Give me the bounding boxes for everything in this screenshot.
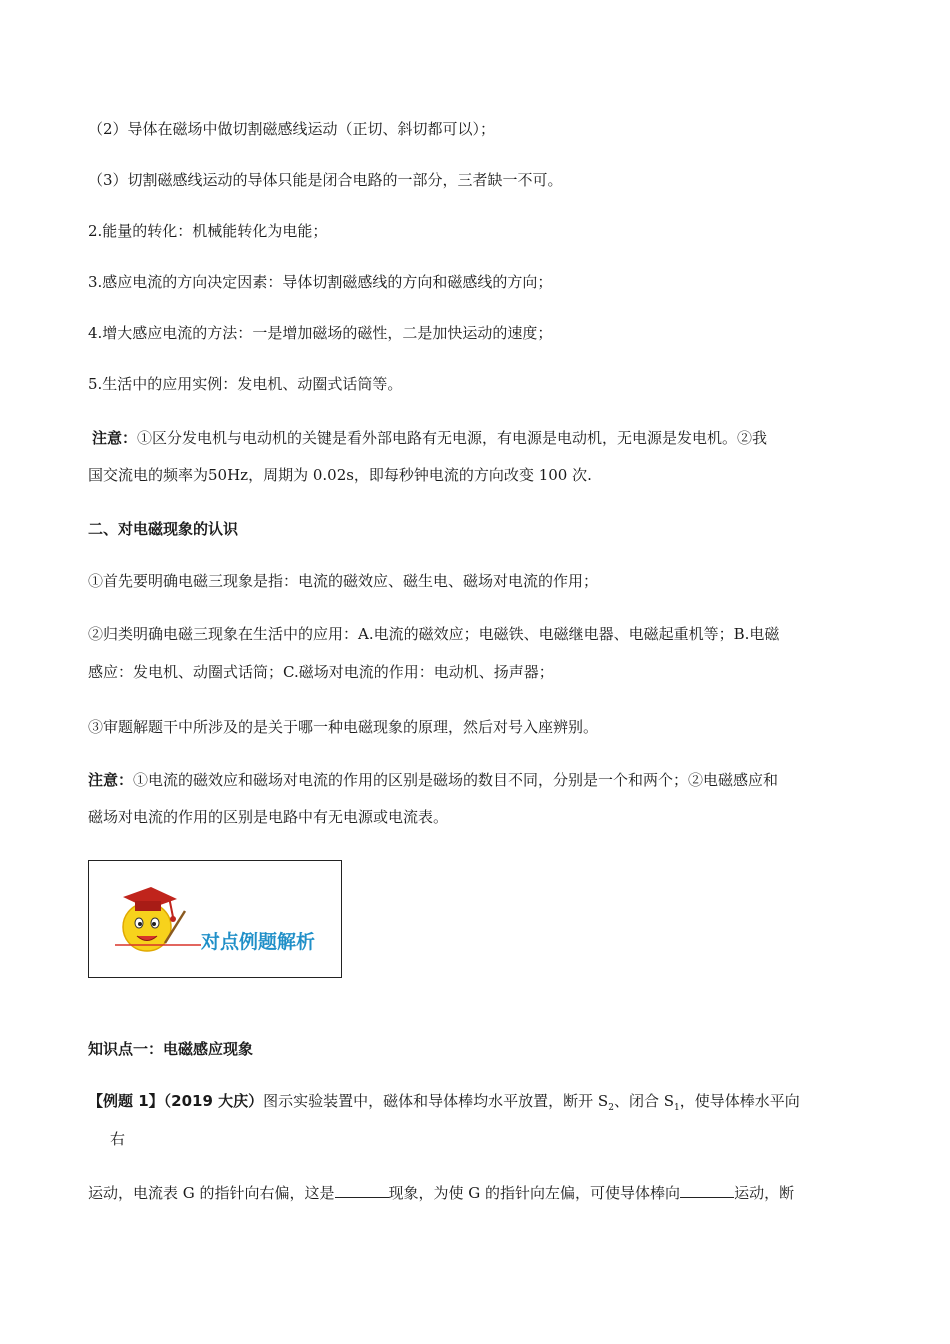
example-1-wrap: 右 xyxy=(110,1130,126,1148)
subscript: 1 xyxy=(673,1103,680,1113)
example-1-line-1 xyxy=(88,1090,800,1119)
condition-2: （2）导体在磁场中做切割磁感线运动（正切、斜切都可以）； xyxy=(88,120,496,138)
note-text: ①区分发电机与电动机的关键是看外部电路有无电源，有电源是电动机，无电源是发电机。②我 xyxy=(137,429,768,447)
banner-title: 对点例题解析 xyxy=(201,931,316,953)
example-banner xyxy=(88,860,342,978)
example-text: 运动，电流表 G 的指针向右偏，这是 xyxy=(88,1184,335,1202)
section-point-1: ①首先要明确电磁三现象是指：电流的磁效应、磁生电、磁场对电流的作用； xyxy=(88,572,599,590)
current-direction-factors: 3.感应电流的方向决定因素：导体切割磁感线的方向和磁感线的方向； xyxy=(88,273,553,291)
condition-3: （3）切割磁感线运动的导体只能是闭合电路的一部分，三者缺一不可。 xyxy=(88,171,563,189)
section-point-2-line-1: ②归类明确电磁三现象在生活中的应用：A.电流的磁效应；电磁铁、电磁继电器、电磁起重机等；B.电磁 xyxy=(88,625,780,643)
answer-blank[interactable] xyxy=(335,1182,389,1198)
example-tag: 【例题 1】 xyxy=(88,1092,164,1110)
example-1-line-2 xyxy=(88,1182,794,1204)
application-examples: 5.生活中的应用实例：发电机、动圈式话筒等。 xyxy=(88,375,403,393)
energy-conversion: 2.能量的转化：机械能转化为电能； xyxy=(88,222,328,240)
knowledge-point-heading: 知识点一：电磁感应现象 xyxy=(88,1040,254,1058)
subscript: 2 xyxy=(608,1103,614,1113)
example-text: 图示实验装置中，磁体和导体棒均水平放置，断开 S xyxy=(263,1092,609,1110)
note-2-line-2: 磁场对电流的作用的区别是电路中有无电源或电流表。 xyxy=(88,808,449,826)
note-1-line-2: 国交流电的频率为50Hz，周期为 0.02s，即每秒钟电流的方向改变 100 次. xyxy=(88,466,592,484)
section-point-3: ③审题解题干中所涉及的是关于哪一种电磁现象的原理，然后对号入座辨别。 xyxy=(88,718,599,736)
note-1-line-1 xyxy=(92,427,767,449)
note-text: ①电流的磁效应和磁场对电流的作用的区别是磁场的数目不同，分别是一个和两个；②电磁感应和 xyxy=(133,771,779,789)
example-text: ，使导体棒水平向 xyxy=(679,1092,800,1110)
example-text: 、闭合 S xyxy=(613,1092,674,1110)
answer-blank[interactable] xyxy=(680,1182,734,1198)
example-text: 运动，断 xyxy=(734,1184,795,1202)
example-text: 现象，为使 G 的指针向左偏，可使导体棒向 xyxy=(388,1184,681,1202)
note-2-line-1 xyxy=(88,769,778,791)
example-source: （2019 大庆） xyxy=(163,1092,264,1110)
note-label: 注意： xyxy=(92,429,138,447)
section-point-2-line-2: 感应：发电机、动圈式话筒；C.磁场对电流的作用：电动机、扬声器； xyxy=(88,663,554,681)
mascot-icon xyxy=(89,861,343,979)
increase-current-methods: 4.增大感应电流的方法：一是增加磁场的磁性，二是加快运动的速度； xyxy=(88,324,553,342)
note-label: 注意： xyxy=(88,771,134,789)
section-heading: 二、对电磁现象的认识 xyxy=(88,520,239,538)
